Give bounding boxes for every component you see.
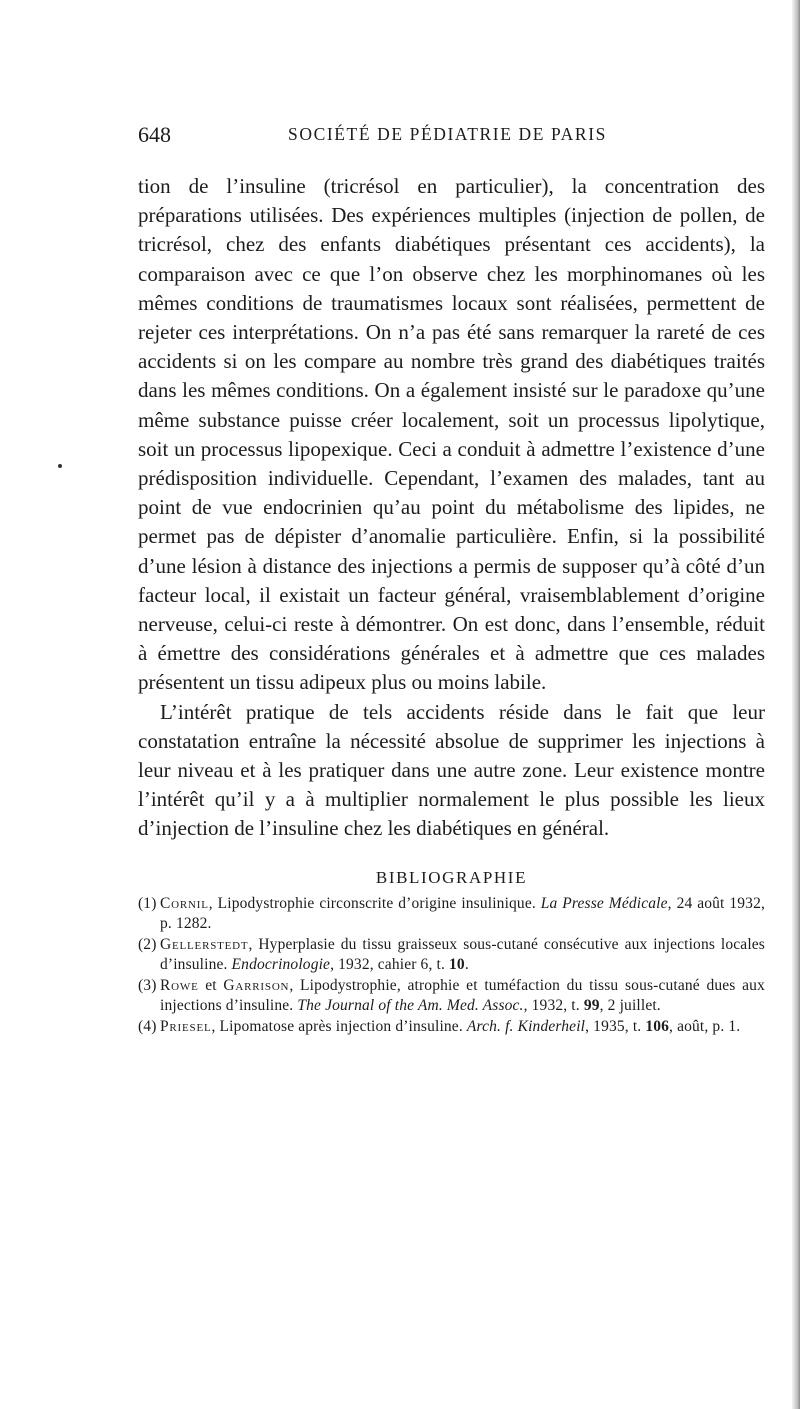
reference-list <box>138 894 765 1037</box>
reference-number: (3) <box>138 976 157 994</box>
reference-title: , Lipodystrophie, atrophie et tuméfaction du tissu sous-cutané dues aux injections d’insuline. <box>160 976 765 1014</box>
reference-details-end: , août, p. 1. <box>669 1017 741 1035</box>
reference-title: , Lipomatose après injection d’insuline. <box>211 1017 467 1035</box>
reference-author: Cornil <box>160 894 209 912</box>
running-title: SOCIÉTÉ DE PÉDIATRIE DE PARIS <box>288 124 607 144</box>
reference-title: , Lipodystrophie circonscrite d’origine insulinique. <box>208 894 541 912</box>
reference-title: , Hyperplasie du tissu graisseux sous-cutané consécutive aux injections locales d’insuline. <box>160 935 765 973</box>
reference-volume: 99 <box>583 996 600 1014</box>
body-text <box>138 172 765 844</box>
reference-details-end: , 2 juillet. <box>599 996 661 1014</box>
reference-volume: 10 <box>449 955 465 973</box>
reference-details: , 1935, t. <box>585 1017 646 1035</box>
page <box>138 118 765 1038</box>
reference-details-end: . <box>464 955 469 973</box>
reference-item <box>138 935 765 975</box>
reference-source: La Presse Médicale <box>540 894 668 912</box>
reference-author: Rowe <box>160 976 199 994</box>
reference-source: Arch. f. Kinderheil <box>466 1017 586 1035</box>
reference-number: (4) <box>138 1017 157 1035</box>
reference-number: (1) <box>138 894 157 912</box>
reference-author-2: Garrison <box>223 976 290 994</box>
page-number: 648 <box>138 122 171 147</box>
reference-source: The Journal of the Am. Med. Assoc. <box>297 996 524 1014</box>
reference-author: Gellerstedt <box>160 935 249 953</box>
paragraph-2: L’intérêt pratique de tels accidents réside dans le fait que leur constatation entraîne la nécessité absolue de supprimer les injections à leur niveau et à les pratiquer dans une autre zone. Leur existence montre l’intérêt qu’il y a à multiplier normalement le plus possible les lieux d’injection de l’insuline chez les diabétiques en général. <box>138 699 765 841</box>
reference-source: Endocrinologie <box>231 955 331 973</box>
reference-item <box>138 1017 765 1037</box>
reference-details: , 1932, t. <box>523 996 584 1014</box>
reference-details: , 24 août 1932, p. 1282. <box>160 894 766 932</box>
margin-dot <box>58 464 62 468</box>
bibliography-heading: BIBLIOGRAPHIE <box>375 867 528 887</box>
reference-volume: 106 <box>645 1017 670 1035</box>
reference-item <box>138 894 765 934</box>
page-header <box>138 118 765 154</box>
reference-details: , 1932, cahier 6, t. <box>330 955 450 973</box>
page-edge-shadow <box>792 0 800 1409</box>
reference-author: Priesel <box>160 1017 212 1035</box>
paragraph-1: tion de l’insuline (tricrésol en particulier), la concentration des préparations utilisées. Des expériences multiples (injection de pollen, de tricrésol, chez des enfants diabétiques présentant ces accidents), la comparaison avec ce que l’on observe chez les morphinomanes où les mêmes conditions de traumatismes locaux sont réalisées, permettent de rejeter ces interprétations. On n’a pas été sans remarquer la rareté de ces accidents si on les compare au nombre très grand des diabétiques traités dans les mêmes conditions. On a également insisté sur le paradoxe qu’une même substance puisse créer localement, soit un processus lipolytique, soit un processus lipopexique. Ceci a conduit à admettre l’existence d’une prédisposition individuelle. Cependant, l’examen des malades, tant au point de vue endocrinien qu’au point du métabolisme des lipides, ne permet pas de dépister d’anomalie particulière. Enfin, si la possibilité d’une lésion à distance des injections a permis de supposer qu’à côté d’un facteur local, il existait un facteur général, vraisemblablement d’origine nerveuse, celui-ci reste à démontrer. On est donc, dans l’ensemble, réduit à émettre des considérations générales et à admettre que ces malades présentent un tissu adipeux plus ou moins labile. <box>138 174 765 695</box>
reference-item <box>138 976 765 1016</box>
reference-number: (2) <box>138 935 157 953</box>
reference-conjunction: et <box>198 976 224 994</box>
